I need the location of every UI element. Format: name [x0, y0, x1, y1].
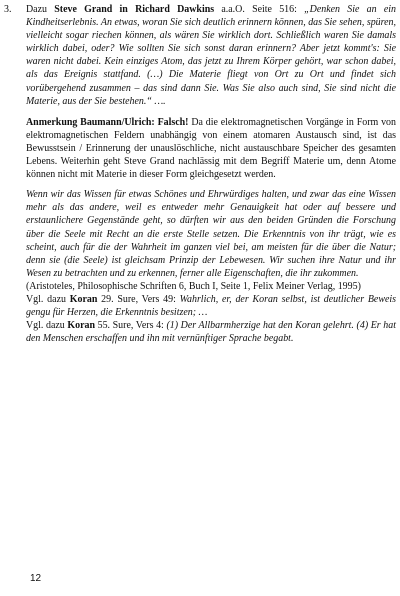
remark-heading: Anmerkung Baumann/Ulrich: Falsch! [26, 116, 189, 128]
page-reference: a.a.O. Seite 516: [214, 4, 305, 15]
koran-29-reference [26, 293, 396, 319]
koran-55-prefix: Vgl. dazu [26, 320, 68, 332]
aristotle-quote: Wenn wir das Wissen für etwas Schönes und Ehrwürdiges halten, und zwar das eine Wissen mehr als das andere, weil es entweder mehr Genauigkeit hat oder auf bessere und erstaunlichere Gegenstände geht, so dürften wir aus den beiden Gründen die Forschung über die Seele mit Recht an die erste Stelle setzen. Die Erkenntnis von ihr trägt, wie es scheint, auch für die der Wahrheit im ganzen viel bei, am meisten für die über die Natur; denn sie (die Seele) ist gleichsam Prinzip der Lebewesen. Wir suchen ihre Natur und ihr Wesen zu betrachten und zu erkennen, ferner alle Eigenschaften, die ihr zukommen. [26, 189, 396, 279]
koran-29-prefix: Vgl. dazu [26, 293, 70, 305]
intro-prefix: Dazu [26, 4, 55, 15]
footnote-number: 3. [4, 4, 12, 15]
koran-55-verse: 55. Sure, Vers 4: [95, 320, 167, 332]
koran-55-quote: (1) Der Allbarmherzige hat den Koran gelehrt. (4) Er hat den Menschen erschaffen und ihn mit vernünftiger Sprache begabt. [26, 320, 396, 345]
koran-29-verse: 29. Sure, Vers 49: [97, 293, 180, 305]
footnote-body [26, 3, 396, 345]
remark-paragraph [26, 116, 396, 181]
page-number: 12 [30, 573, 42, 584]
dawkins-quote: „Denken Sie an ein Kindheitserlebnis. An etwas, woran Sie sich deutlich erinnern können, das Sie sehen, spüren, vielleicht sogar riechen können, als wären Sie wirklich dort. Schließlich waren Sie damals wirklich dabei, oder? Wie sollten Sie sich sonst daran erinnern? Aber jetzt kommt's: Sie waren nicht dabei. Kein einziges Atom, das jetzt zu Ihrem Körper gehört, war schon dabei, als das Ereignis stattfand. (…) Die Materie fliegt von Ort zu Ort und findet sich vorübergehend zusammen – das sind dann Sie. Was Sie also auch sind, Sie sind nicht die Materie, aus der Sie bestehen.“ …. [26, 4, 396, 107]
koran-55-bold: Koran [67, 320, 95, 332]
koran-55-reference [26, 319, 396, 345]
dawkins-paragraph [26, 3, 396, 108]
koran-29-bold: Koran [69, 293, 98, 305]
aristotle-source: (Aristoteles, Philosophische Schriften 6, Buch I, Seite 1, Felix Meiner Verlag, 1995) [26, 280, 361, 292]
author-reference: Steve Grand in Richard Dawkins [54, 4, 215, 15]
koran-29-quote: Wahrlich, er, der Koran selbst, ist deutlicher Beweis gengu für Herzen, die Erkenntnis besitzen; … [26, 293, 397, 319]
remark-text: Da die elektromagnetischen Vorgänge in Form von elektromagnetischen Feldern unabhängig von einem atomaren Austausch sind, ist das Bewusstsein / Erinnerung der unauslöschliche, nicht austauschbare Speicher des gesamten Lebens. Weiterhin geht Steve Grand nachlässig mit dem Begriff Materie um, denn Atome können nicht mit Materie in dieser Form gleichgesetzt werden. [26, 116, 396, 181]
footnote-3 [4, 3, 396, 345]
